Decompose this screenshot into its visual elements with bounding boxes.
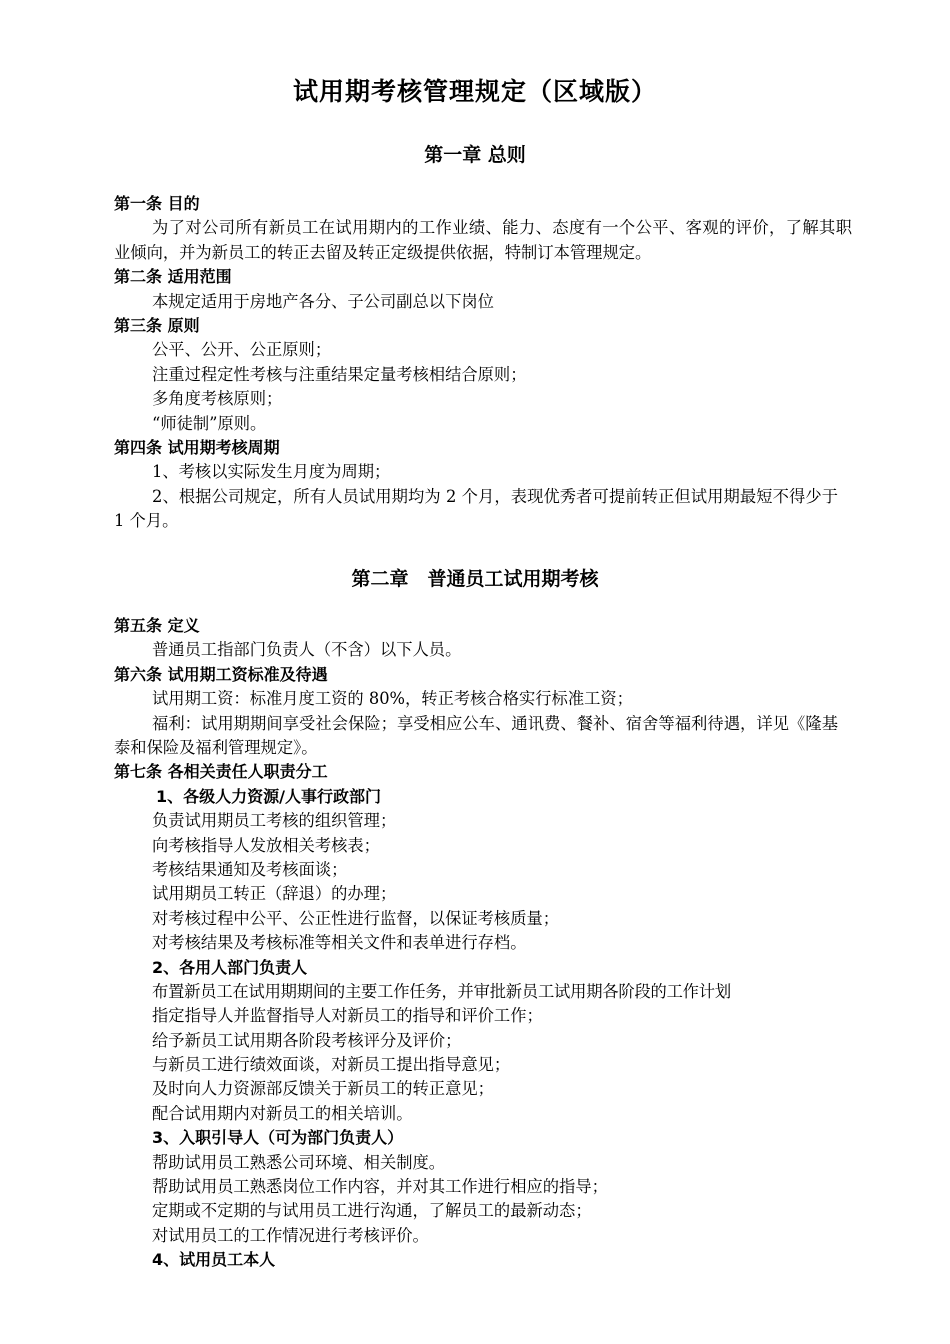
article-4-title: 第四条 试用期考核周期 bbox=[114, 437, 280, 457]
article-6-item: 福利：试用期期间享受社会保险；享受相应公车、通讯费、餐补、宿舍等福利待遇，详见《隆基泰和保险及福利管理规定》。 bbox=[114, 713, 838, 757]
subsection-3-item: 定期或不定期的与试用员工进行沟通，了解员工的最新动态； bbox=[152, 1201, 592, 1221]
article-3-item: 多角度考核原则； bbox=[152, 389, 283, 409]
subsection-1-title: 1、各级人力资源/人事行政部门 bbox=[156, 786, 381, 806]
article-6-title: 第六条 试用期工资标准及待遇 bbox=[114, 664, 328, 684]
chapter-heading-1: 第一章 总则 bbox=[424, 144, 526, 166]
chapter-2-body bbox=[114, 614, 854, 1273]
subsection-1-item: 对考核过程中公平、公正性进行监督，以保证考核质量； bbox=[152, 908, 560, 928]
chapter-heading-2: 第二章 普通员工试用期考核 bbox=[351, 568, 599, 590]
article-3-item: 注重过程定性考核与注重结果定量考核相结合原则； bbox=[152, 364, 527, 384]
article-5-text: 普通员工指部门负责人（不含）以下人员。 bbox=[152, 640, 462, 660]
article-1-title: 第一条 目的 bbox=[114, 194, 200, 213]
article-4-item: 1、考核以实际发生月度为周期； bbox=[152, 462, 391, 482]
subsection-3-item: 对试用员工的工作情况进行考核评价。 bbox=[152, 1225, 429, 1245]
article-2-title: 第二条 适用范围 bbox=[114, 267, 232, 287]
subsection-1-item: 向考核指导人发放相关考核表； bbox=[152, 835, 380, 855]
subsection-3-title: 3、入职引导人（可为部门负责人） bbox=[152, 1128, 404, 1148]
document-title: 试用期考核管理规定（区域版） bbox=[292, 77, 657, 106]
subsection-2-item: 及时向人力资源部反馈关于新员工的转正意见； bbox=[152, 1079, 494, 1099]
subsection-2-item: 给予新员工试用期各阶段考核评分及评价； bbox=[152, 1030, 462, 1050]
subsection-2-item: 布置新员工在试用期期间的主要工作任务，并审批新员工试用期各阶段的工作计划 bbox=[152, 981, 731, 1001]
subsection-2-item: 与新员工进行绩效面谈，对新员工提出指导意见； bbox=[152, 1055, 511, 1075]
subsection-2-item: 配合试用期内对新员工的相关培训。 bbox=[152, 1103, 413, 1123]
subsection-2-item: 指定指导人并监督指导人对新员工的指导和评价工作； bbox=[152, 1006, 543, 1026]
chapter-1-body bbox=[114, 192, 854, 534]
article-6-item: 试用期工资：标准月度工资的 80%，转正考核合格实行标准工资； bbox=[152, 689, 633, 709]
subsection-1-item: 试用期员工转正（辞退）的办理； bbox=[152, 884, 397, 904]
subsection-1-item: 考核结果通知及考核面谈； bbox=[152, 859, 348, 879]
subsection-4-title: 4、试用员工本人 bbox=[152, 1250, 276, 1270]
subsection-2-title: 2、各用人部门负责人 bbox=[152, 957, 308, 977]
article-1-text: 为了对公司所有新员工在试用期内的工作业绩、能力、态度有一个公平、客观的评价，了解其职业倾向，并为新员工的转正去留及转正定级提供依据，特制订本管理规定。 bbox=[114, 218, 852, 262]
article-3-item: “师徒制”原则。 bbox=[152, 413, 267, 433]
article-5-title: 第五条 定义 bbox=[114, 616, 200, 635]
subsection-3-item: 帮助试用员工熟悉岗位工作内容，并对其工作进行相应的指导； bbox=[152, 1177, 608, 1197]
article-7-title: 第七条 各相关责任人职责分工 bbox=[114, 762, 328, 782]
article-4-item: 2、根据公司规定，所有人员试用期均为 2 个月，表现优秀者可提前转正但试用期最短不得少于 1 个月。 bbox=[114, 486, 838, 531]
article-3-title: 第三条 原则 bbox=[114, 315, 200, 335]
article-2-text: 本规定适用于房地产各分、子公司副总以下岗位 bbox=[152, 291, 494, 311]
subsection-1-item: 负责试用期员工考核的组织管理； bbox=[152, 811, 397, 831]
subsection-1-item: 对考核结果及考核标准等相关文件和表单进行存档。 bbox=[152, 933, 527, 953]
article-3-item: 公平、公开、公正原则； bbox=[152, 340, 332, 360]
subsection-3-item: 帮助试用员工熟悉公司环境、相关制度。 bbox=[152, 1152, 446, 1172]
